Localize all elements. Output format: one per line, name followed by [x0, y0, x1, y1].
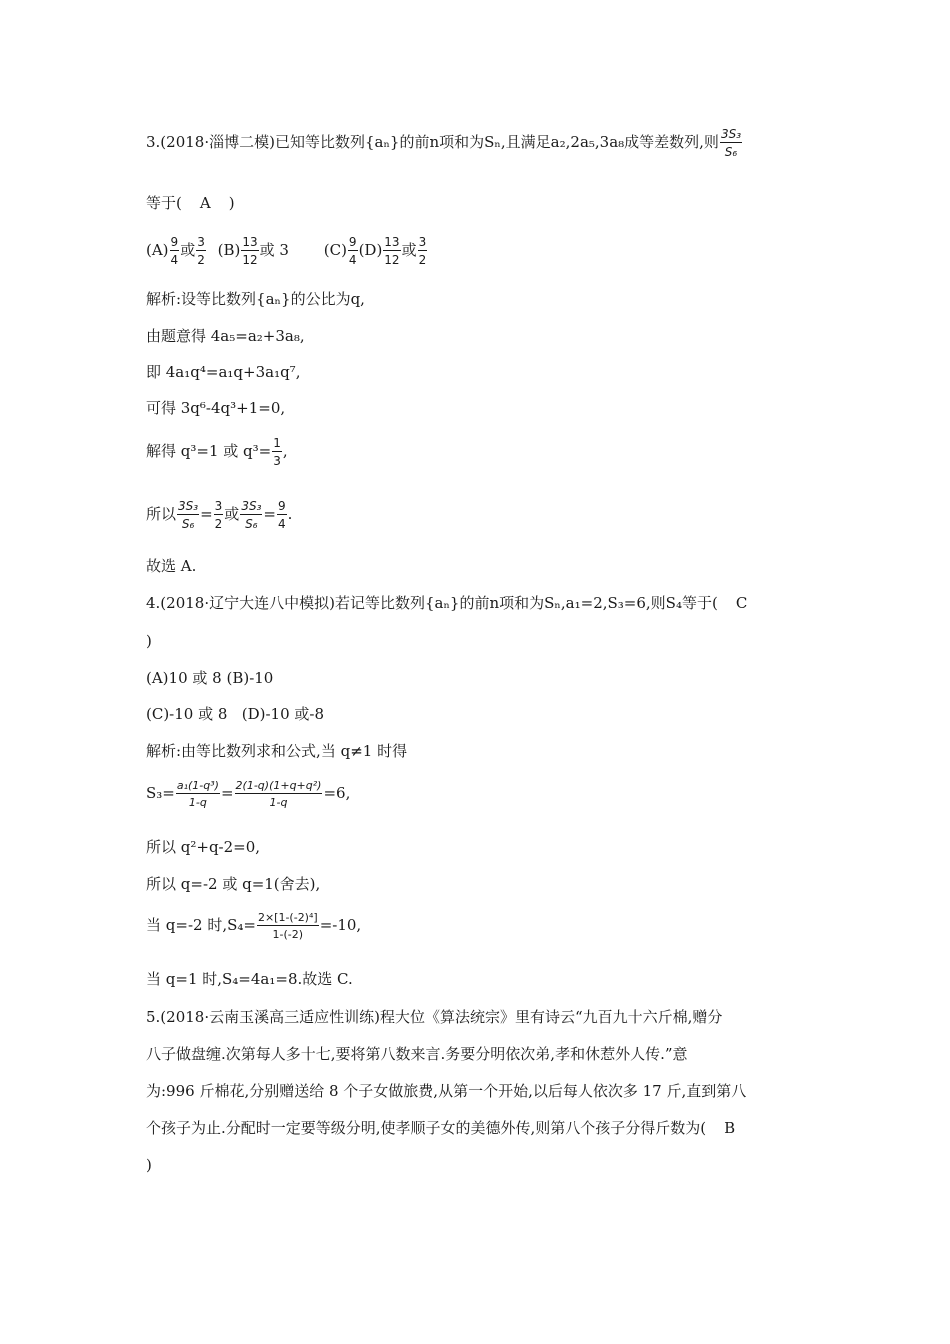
q3-sol6-n3: 3S₃ [241, 499, 262, 513]
q3-sol6-post: . [287, 505, 293, 523]
q5-line-1: 5.(2018·云南玉溪高三适应性训练)程大位《算法统宗》里有诗云“九百九十六斤棉,赠分 [146, 1008, 723, 1026]
q3-option-c-n1: 9 [348, 235, 357, 249]
q3-solution-line-1: 解析:设等比数列{aₙ}的公比为q, [146, 290, 365, 308]
q3-sol6-frac4 [277, 500, 287, 530]
q3-option-b-frac1 [241, 236, 258, 266]
q3-option-d-d2: 2 [418, 253, 427, 267]
q3-sol5-pre: 解得 q³=1 或 q³= [146, 442, 272, 460]
q3-solution-line-6 [146, 500, 292, 530]
q3-sol5-frac [272, 437, 282, 467]
q3-option-d-label: (D) [358, 241, 383, 259]
q4-answer: C [735, 594, 748, 612]
q5-line-4-text: 个孩子为止.分配时一定要等级分明,使孝顺子女的美德外传,则第八个孩子分得斤数为( [146, 1119, 707, 1137]
q3-solution-line-4: 可得 3q⁶-4q³+1=0, [146, 399, 286, 417]
q3-option-d-n2: 3 [418, 235, 427, 249]
q3-option-b-d1: 12 [242, 253, 258, 267]
q4-answer-close: ) [146, 632, 152, 650]
q4-stem-text: 4.(2018·辽宁大连八中模拟)若记等比数列{aₙ}的前n项和为Sₙ,a₁=2,S₃=6,则S₄等于( [146, 594, 718, 612]
q3-sol6-d1: S₆ [181, 517, 195, 531]
q5-line-3: 为:996 斤棉花,分别赠送给 8 个子女做旅费,从第一个开始,以后每人依次多 17 斤,直到第八 [146, 1082, 747, 1100]
q4-sol5-num: 2×[1-(-2)⁴] [257, 911, 318, 924]
q3-option-d-n1: 13 [384, 235, 400, 249]
q3-sol5-den: 3 [273, 454, 281, 468]
q4-solution-line-4: 所以 q=-2 或 q=1(舍去), [146, 875, 321, 893]
q3-stem [146, 128, 743, 158]
q4-sol2-d1: 1-q [188, 796, 207, 809]
q3-option-d-frac2 [418, 236, 428, 266]
q3-answer-close: ) [228, 194, 235, 212]
q3-answer: A [199, 194, 211, 212]
q5-line-2: 八子做盘缠.次第每人多十七,要将第八数来言.务要分明依次弟,孝和休惹外人传.”意 [146, 1045, 688, 1063]
q4-solution-line-6: 当 q=1 时,S₄=4a₁=8.故选 C. [146, 970, 353, 988]
q4-sol2-pre: S₃= [146, 784, 175, 802]
q3-sol6-n1: 3S₃ [178, 499, 199, 513]
q3-solution-line-5 [146, 437, 288, 467]
q3-answer-open: 等于( [146, 194, 182, 212]
q3-sol6-pre: 所以 [146, 505, 177, 523]
q3-option-c-d1: 4 [348, 253, 357, 267]
q3-sol6-frac2 [214, 500, 224, 530]
q4-stem [146, 592, 765, 614]
q3-option-c-label: (C) [323, 241, 347, 259]
q3-option-d-d1: 12 [384, 253, 400, 267]
q3-sol6-eq1: = [200, 505, 213, 523]
q3-sol6-n4: 9 [277, 499, 286, 513]
q3-sol6-eq2: = [263, 505, 276, 523]
q3-sol5-num: 1 [273, 436, 281, 450]
q4-sol2-n2: 2(1-q)(1+q+q²) [235, 779, 322, 792]
q4-solution-line-2 [146, 780, 350, 808]
q3-sol6-d2: 2 [214, 517, 223, 531]
q3-option-b-mid: 或 3 [259, 241, 289, 259]
q3-sol6-n2: 3 [214, 499, 223, 513]
q4-solution-line-1: 解析:由等比数列求和公式,当 q≠1 时得 [146, 742, 408, 760]
q4-sol2-eq: = [220, 784, 234, 802]
q3-frac-den: S₆ [724, 145, 738, 159]
q4-sol2-n1: a₁(1-q³) [176, 779, 219, 792]
q3-sol6-d4: 4 [277, 517, 286, 531]
q3-sol5-post: , [282, 442, 288, 460]
q4-sol2-frac2 [235, 780, 323, 808]
q5-answer-close: ) [146, 1156, 152, 1174]
q3-option-a-frac2 [196, 236, 206, 266]
q3-option-b [217, 235, 289, 267]
q3-option-a-d2: 2 [197, 253, 205, 267]
q3-answer-line [146, 192, 235, 214]
q3-option-c-frac1 [348, 236, 358, 266]
q3-solution-line-2: 由题意得 4a₅=a₂+3a₈, [146, 327, 305, 345]
q3-option-a-frac1 [170, 236, 180, 266]
q4-sol2-d2: 1-q [269, 796, 288, 809]
q4-sol2-frac1 [176, 780, 220, 808]
q3-option-a-d1: 4 [170, 253, 179, 267]
q3-options [146, 236, 428, 266]
q4-sol5-post: =-10, [319, 916, 362, 934]
q4-sol5-den: 1-(-2) [272, 928, 304, 941]
q4-solution-line-5 [146, 912, 361, 940]
q3-option-d [358, 235, 429, 267]
q4-sol5-pre: 当 q=-2 时,S₄= [146, 916, 256, 934]
q3-sol6-d3: S₆ [245, 517, 258, 531]
q3-option-a-n1: 9 [170, 235, 179, 249]
q4-sol2-post: =6, [323, 784, 351, 802]
q3-sol6-mid: 或 [224, 505, 240, 523]
q3-frac-num: 3S₃ [720, 127, 741, 141]
q3-stem-text: 3.(2018·淄博二模)已知等比数列{aₙ}的前n项和为Sₙ,且满足a₂,2a₅,3a₈成等差数列,则 [146, 133, 719, 151]
q4-options-row-2: (C)-10 或 8 (D)-10 或-8 [146, 705, 324, 723]
q4-sol5-frac [257, 912, 319, 940]
q3-solution-line-7: 故选 A. [146, 557, 197, 575]
q3-option-a-label: (A) [146, 241, 169, 259]
q3-option-d-frac1 [383, 236, 400, 266]
q5-answer: B [724, 1119, 736, 1137]
q3-stem-fraction [720, 128, 742, 158]
q3-option-a [146, 235, 207, 267]
q4-solution-line-3: 所以 q²+q-2=0, [146, 838, 261, 856]
q3-solution-line-3: 即 4a₁q⁴=a₁q+3a₁q⁷, [146, 363, 301, 381]
q3-option-a-n2: 3 [197, 235, 205, 249]
q3-option-b-n1: 13 [242, 235, 258, 249]
q3-option-a-mid: 或 [180, 241, 196, 259]
q4-options-row-1: (A)10 或 8 (B)-10 [146, 669, 274, 687]
q3-sol6-frac1 [177, 500, 199, 530]
q3-option-b-label: (B) [217, 241, 241, 259]
q3-sol6-frac3 [240, 500, 262, 530]
q3-option-d-mid: 或 [401, 241, 417, 259]
q5-line-4 [146, 1117, 753, 1139]
q3-option-c [323, 235, 359, 267]
